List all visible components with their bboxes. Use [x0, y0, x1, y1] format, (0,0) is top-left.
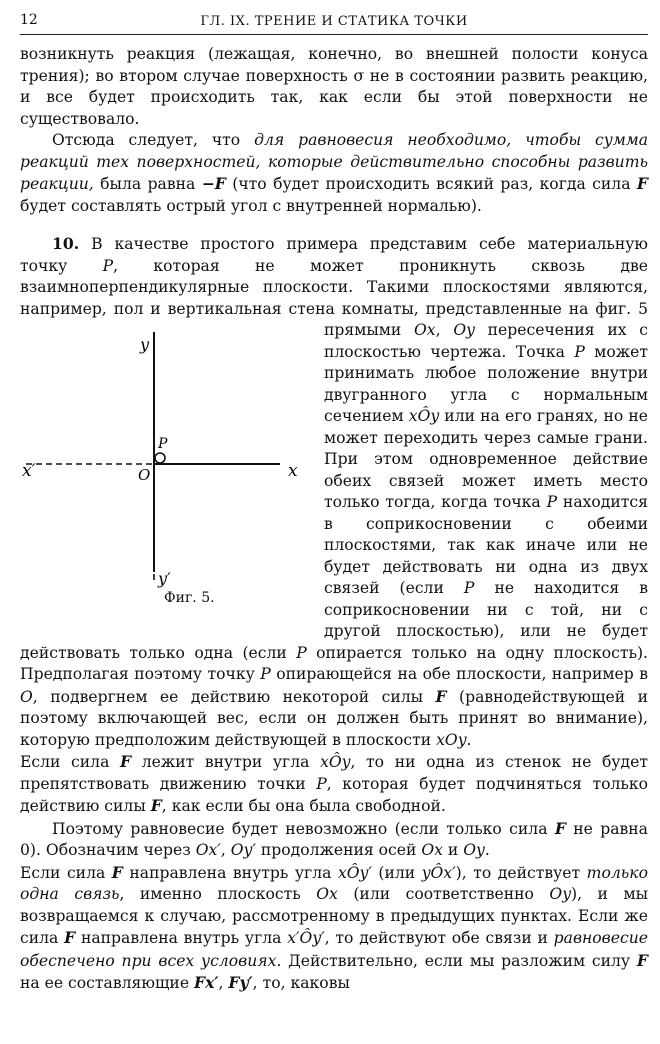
italic-run: только одна связь	[20, 863, 648, 903]
vector-f: F	[150, 796, 162, 815]
symbol-angle-xprime-oyprime: x′Ôy′	[287, 929, 325, 947]
text-run: , подвергнем ее действию некоторой силы	[32, 687, 436, 706]
symbol-oy: Oy	[549, 885, 572, 903]
paragraph-5	[20, 862, 648, 995]
text-run: на ее составляющие	[20, 974, 195, 992]
symbol-oy: Oy	[453, 321, 475, 339]
italic-run: для равновесия необходимо, чтобы сумма реакций тех поверхностей, которые действительно способны развить реакции,	[20, 131, 648, 193]
paragraph-2	[20, 130, 648, 217]
running-title: ГЛ. IX. ТРЕНИЕ И СТАТИКА ТОЧКИ	[200, 14, 468, 29]
symbol-oy-prime: Oy′	[230, 841, 256, 859]
text-run: , то, каковы	[252, 974, 350, 992]
symbol-oy: Oy	[463, 841, 485, 859]
text-run: не находится в соприкосновении ни с той, ни с другой плоскостью), или не будет действовать только одна (если	[20, 579, 648, 662]
text-run: Если сила	[20, 863, 112, 882]
text-run: .	[466, 730, 472, 749]
page-number: 12	[20, 12, 38, 28]
text-run: . Действительно, если мы разложим силу	[276, 951, 637, 970]
text-run: опирается только на одну плоскость). Предполагая поэтому точку	[20, 643, 648, 683]
label-p: P	[158, 436, 168, 452]
text-run: не равна 0). Обозначим через	[20, 819, 648, 859]
vector-fx-prime: Fx′	[194, 973, 219, 992]
symbol-p: P	[316, 774, 327, 793]
paragraph-1: возникнуть реакция (лежащая, конечно, во внешней полости конуса трения); во втором случае поверхность σ не в состоянии развить реакцию, и все будет происходить так, как если бы этой поверхности не существовало.	[20, 45, 648, 128]
vector-f: F	[435, 686, 447, 706]
vector-f: F	[636, 950, 648, 970]
symbol-angle-xoy: xÔy	[408, 407, 440, 425]
symbol-p: P	[260, 665, 271, 683]
text-run: ), и мы возвращаемся к случаю, рассмотренному в предыдущих пунктах. Если же сила	[20, 885, 648, 947]
text-run: и	[442, 841, 464, 859]
text-run: находится в соприкосновении с обеими плоскостями, так как иначе или не будет действовать ни одна из двух связей (если	[324, 493, 648, 597]
text-run: , которая не может проникнуть сквозь две взаимноперпендикулярные плоскости. Такими плоскостями являются, например, пол и вертикальная стена комнаты, представленные на фиг. 5 прямыми	[20, 256, 649, 339]
vector-f: F	[636, 174, 648, 193]
text-run: В качестве простого примера представим себе материальную точку	[20, 235, 648, 275]
figure-5-diagram	[20, 322, 320, 622]
vector-f: F	[111, 862, 123, 882]
text-run: опирающейся на обе плоскости, например в	[270, 665, 648, 683]
text-run: .	[484, 841, 490, 859]
symbol-p: P	[574, 342, 585, 361]
text-run: ,	[220, 841, 231, 859]
text-run: , которая будет подчиняться только действию силы	[20, 774, 648, 815]
vector-f: F	[120, 752, 132, 771]
text-run: направлена внутрь угла	[122, 863, 338, 882]
text-run: Если сила	[20, 753, 121, 771]
label-o: O	[138, 466, 151, 484]
text-run: пересечения их с плоскостью чертежа. Точка	[324, 321, 648, 361]
text-run: была равна	[93, 175, 202, 193]
symbol-o: O	[20, 687, 33, 706]
page-body	[20, 44, 648, 995]
text-run: (равнодействующей и поэтому включающей вес, если он должен быть принят во внимание), которую предположим действующей в плоскости	[20, 687, 648, 749]
text-run: (что будет происходить всякий раз, когда сила	[225, 175, 637, 193]
section-10-paragraph	[20, 233, 648, 751]
symbol-angle-xoy: xÔy	[320, 753, 351, 771]
symbol-ox-prime: Ox′	[195, 841, 221, 859]
symbol-xoy: xOy	[436, 730, 467, 749]
section-number: 10.	[52, 234, 80, 253]
vector-fy-prime: Fy′	[228, 973, 253, 992]
text-run: ), то действует	[455, 863, 587, 882]
symbol-ox: Ox	[421, 841, 443, 859]
text-run: ,	[218, 974, 229, 992]
label-y-prime: y′	[158, 569, 171, 588]
text-run: лежит внутри угла	[131, 753, 321, 771]
text-run: может принимать любое положение внутри двугранного угла с нормальным сечением	[324, 342, 648, 425]
vector-neg-f: −F	[201, 174, 226, 193]
text-run: , как если бы она была свободной.	[161, 797, 446, 815]
label-x: x	[288, 461, 298, 481]
text-run: продолжения осей	[255, 841, 422, 859]
text-run: (или	[371, 863, 422, 882]
symbol-p: P	[296, 643, 307, 662]
running-header	[20, 8, 648, 35]
symbol-p: P	[546, 493, 558, 511]
text-run: будет составлять острый угол с внутренней нормалью).	[20, 196, 482, 215]
figure-caption: Фиг. 5.	[164, 590, 215, 606]
symbol-p: P	[463, 579, 475, 597]
text-run: (или соответственно	[337, 885, 550, 903]
figure-5	[20, 322, 320, 624]
label-x-prime: x′	[22, 461, 36, 481]
label-y: y	[140, 335, 150, 354]
text-run: , именно плоскость	[119, 885, 317, 903]
point-p-marker	[155, 453, 165, 463]
text-run: ,	[435, 321, 454, 339]
symbol-p: P	[102, 256, 114, 275]
symbol-angle-xoy-prime: xÔy′	[337, 863, 372, 882]
text-run: направлена внутрь угла	[75, 929, 288, 947]
symbol-ox: Ox	[316, 885, 338, 903]
symbol-angle-yox-prime: yÔx′	[421, 863, 456, 882]
vector-f: F	[64, 928, 76, 947]
paragraph-4	[20, 818, 648, 862]
vector-f: F	[554, 818, 566, 838]
symbol-ox: Ox	[414, 321, 436, 339]
text-run: или на его гранях, но не может переходить через самые грани. При этом одновременное действие обеих связей может иметь место только тогда, когда точка	[324, 407, 648, 511]
text-run: Поэтому равновесие будет невозможно (если только сила	[52, 819, 555, 838]
italic-run: равновесие обеспечено при всех условиях	[20, 929, 648, 970]
text-run: , то действуют обе связи и	[324, 929, 554, 947]
section-gap	[20, 217, 648, 233]
text-run: , то ни одна из стенок не будет препятствовать движению точки	[20, 753, 648, 793]
paragraph-3	[20, 751, 648, 818]
text-run: Отсюда следует, что	[52, 131, 255, 149]
